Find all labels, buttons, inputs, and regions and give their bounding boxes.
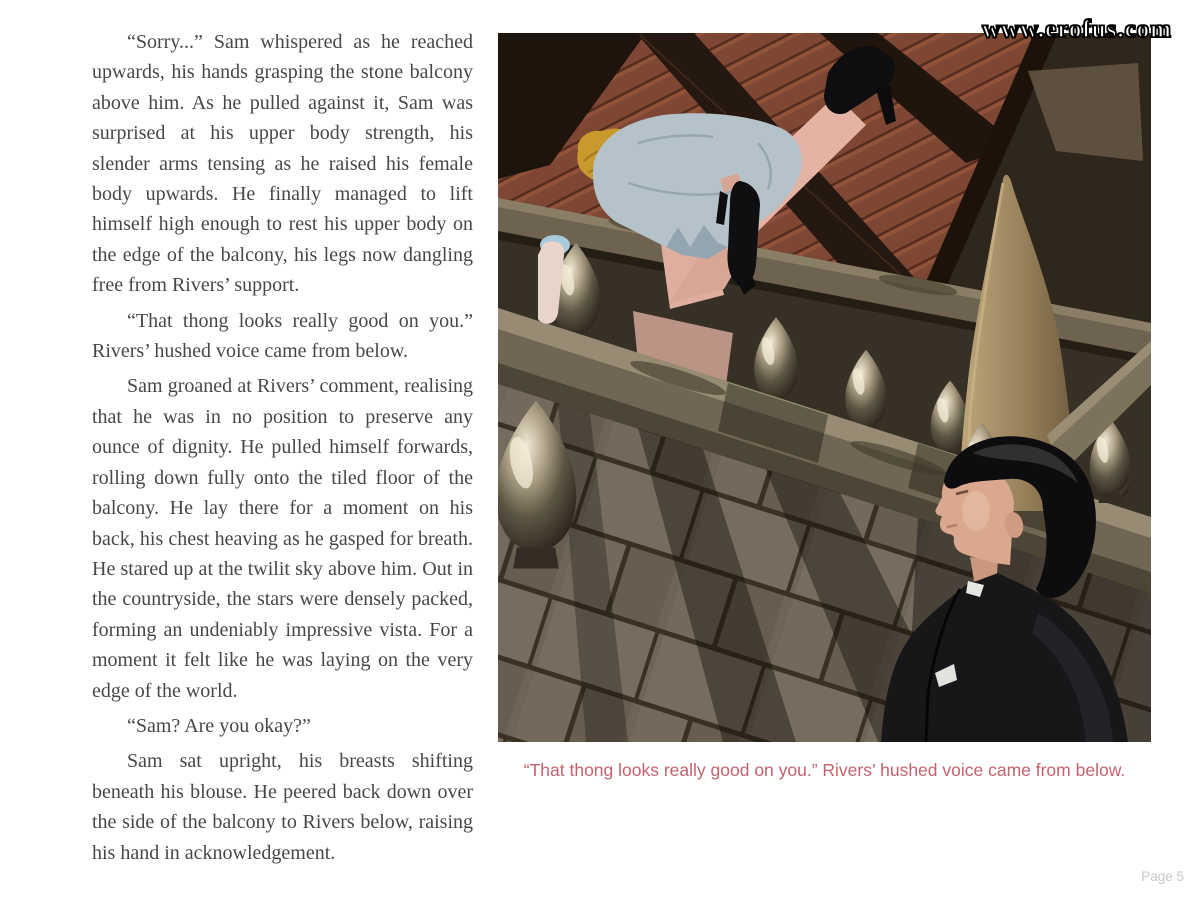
story-paragraph: Sam sat upright, his breasts shifting beneath his blouse. He peered back down over the side of the balcony to Rivers below, raising his hand in acknowledgement. (92, 750, 473, 864)
balcony-scene (498, 33, 1151, 742)
page-number: Page 5 (1141, 869, 1184, 884)
illustration-caption: “That thong looks really good on you.” Rivers’ hushed voice came from below. (523, 760, 1126, 780)
story-paragraph: “Sorry...” Sam whispered as he reached upwards, his hands grasping the stone balcony above him. As he pulled against it, Sam was surprised at his upper body strength, his slender arms tensing as he raised his female body upwards. He finally managed to lift himself high enough to rest his upper body on the edge of the balcony, his legs now dangling free from Rivers’ support. (92, 31, 473, 297)
story-illustration (498, 33, 1151, 742)
story-paragraph: “That thong looks really good on you.” Rivers’ hushed voice came from below. (92, 309, 473, 363)
watermark: www.erofus.com (982, 16, 1172, 43)
story-text-column (92, 27, 473, 873)
story-paragraph: “Sam? Are you okay?” (127, 714, 311, 737)
story-paragraph: Sam groaned at Rivers’ comment, realising that he was in no position to preserve any ounce of dignity. He pulled himself forwards, rolling down fully onto the tiled floor of the balcony. He lay there for a moment on his back, his chest heaving as he gasped for breath. He stared up at the twilit sky above him. Out in the countryside, the stars were densely packed, forming an undeniably impressive vista. For a moment it felt like he was laying on the very edge of the world. (92, 375, 473, 702)
